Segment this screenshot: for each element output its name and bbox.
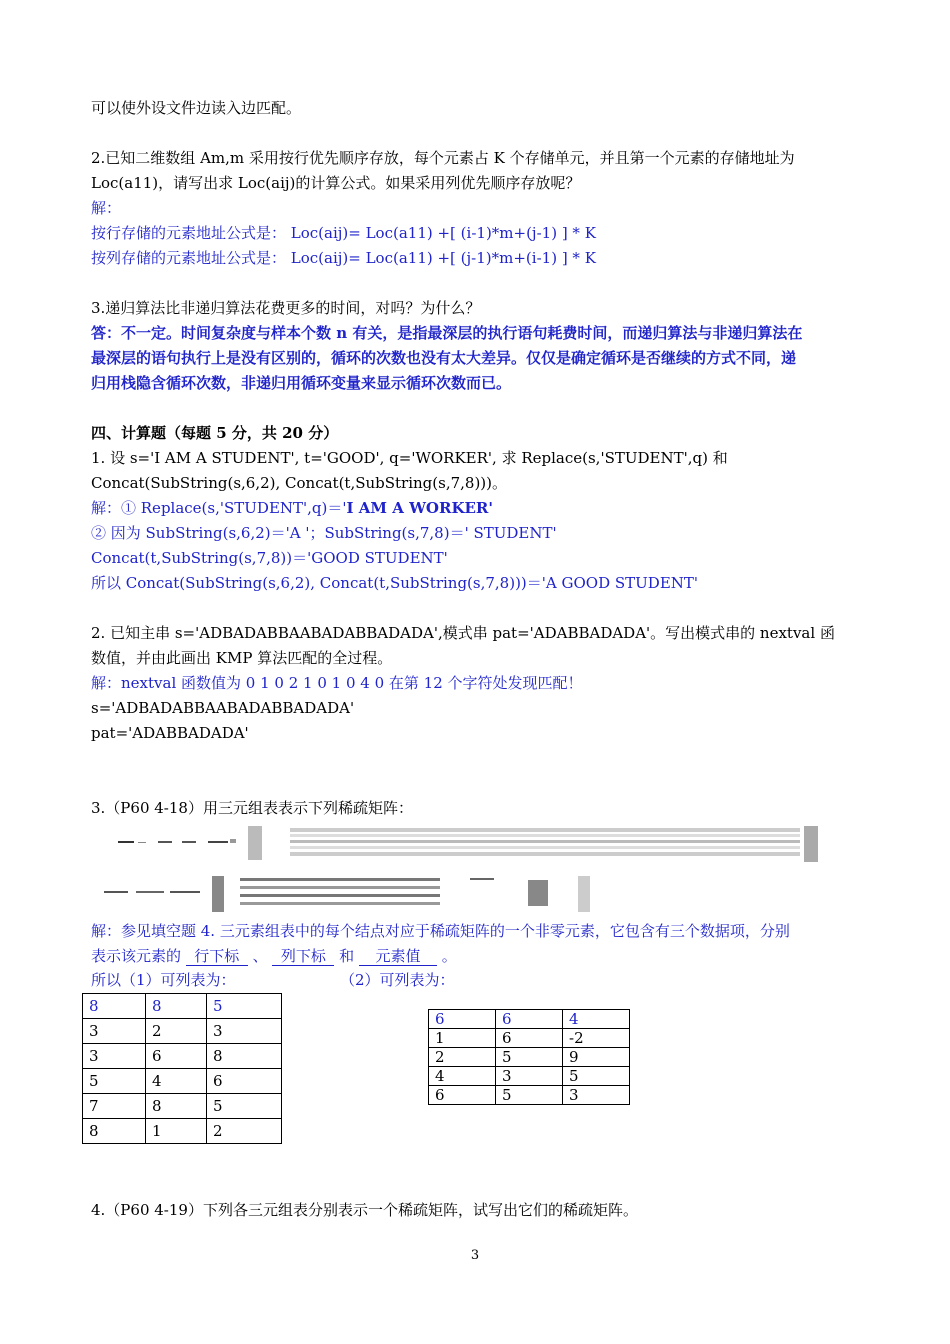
triple-table-1 <box>82 993 282 1144</box>
table-cell: 3 <box>207 1019 282 1044</box>
table-cell: 6 <box>496 1029 563 1048</box>
question-2-line-1: 2.已知二维数组 Am,m 采用按行优先顺序存放，每个元素占 K 个存储单元，并且第一个元素的存储地址为 <box>91 149 795 167</box>
calc-3-answer-line-1: 解：参见填空题 4. 三元素组表中的每个结点对应于稀疏矩阵的一个非零元素，它包含有三个数据项，分别 <box>91 922 790 940</box>
fill-sep-2: 和 <box>339 947 355 965</box>
table-row <box>429 1029 630 1048</box>
calc-1-line-1: 1. 设 s='I AM A STUDENT', t='GOOD', q='WORKER', 求 Replace(s,'STUDENT',q) 和 <box>91 449 728 467</box>
table-cell: 8 <box>146 1094 207 1119</box>
calc-1-answer-1-text: 解：① Replace(s,'STUDENT',q)＝' <box>91 499 347 517</box>
table-row <box>429 1048 630 1067</box>
calc-2-line-1: 2. 已知主串 s='ADBADABBAABADABBADADA',模式串 pat='ADABBADADA'。写出模式串的 nextval 函 <box>91 624 835 642</box>
table-row <box>429 1067 630 1086</box>
table-row <box>83 1069 282 1094</box>
matrix-image-1 <box>100 822 820 864</box>
continued-text: 可以使外设文件边读入边匹配。 <box>91 99 302 117</box>
table-cell: 3 <box>496 1067 563 1086</box>
calc-2-pattern-string: pat='ADABBADADA' <box>91 724 249 742</box>
calc-3-line-1: 3.（P60 4-18）用三元组表表示下列稀疏矩阵： <box>91 799 413 817</box>
table-cell: 5 <box>496 1048 563 1067</box>
table-cell: 8 <box>146 994 207 1019</box>
table-cell: 7 <box>83 1094 146 1119</box>
fill-sep-1: 、 <box>252 947 268 965</box>
page-number: 3 <box>470 1248 480 1263</box>
calc-1-answer-1 <box>91 498 493 518</box>
calc-2-answer: 解：nextval 函数值为 0 1 0 2 1 0 1 0 4 0 在第 12 个字符处发现匹配！ <box>91 674 583 692</box>
table-row <box>83 1044 282 1069</box>
answer-2-row-formula: 按行存储的元素地址公式是： Loc(aij)= Loc(a11) +[ (i-1)*m+(j-1) ] * K <box>91 224 596 242</box>
table-cell: 2 <box>146 1019 207 1044</box>
calc-1-answer-1-result: I AM A WORKER' <box>346 499 493 517</box>
calc-3-answer-line-2 <box>91 946 457 966</box>
calc-2-main-string: s='ADBADABBAABADABBADADA' <box>91 699 355 717</box>
table-cell: 4 <box>429 1067 496 1086</box>
calc-1-answer-3: Concat(t,SubString(s,7,8))＝'GOOD STUDENT' <box>91 549 448 567</box>
table-cell: 6 <box>496 1010 563 1029</box>
question-3: 3.递归算法比非递归算法花费更多的时间，对吗？为什么？ <box>91 299 481 317</box>
table-cell: 3 <box>83 1019 146 1044</box>
answer-2-column-formula: 按列存储的元素地址公式是： Loc(aij)= Loc(a11) +[ (j-1)*m+(i-1) ] * K <box>91 249 596 267</box>
table-cell: 8 <box>207 1044 282 1069</box>
table-cell: 1 <box>429 1029 496 1048</box>
table-cell: 5 <box>207 994 282 1019</box>
calc-1-answer-2: ② 因为 SubString(s,6,2)＝'A '；SubString(s,7,8)＝' STUDENT' <box>91 524 557 542</box>
table-2-caption: （2）可列表为： <box>340 971 455 989</box>
table-cell: 6 <box>429 1086 496 1105</box>
table-cell: 9 <box>563 1048 630 1067</box>
table-row <box>83 1094 282 1119</box>
table-row <box>429 1086 630 1105</box>
table-cell: 4 <box>146 1069 207 1094</box>
table-cell: 6 <box>146 1044 207 1069</box>
fill-prefix: 表示该元素的 <box>91 947 182 965</box>
calc-4-line-1: 4.（P60 4-19）下列各三元组表分别表示一个稀疏矩阵，试写出它们的稀疏矩阵。 <box>91 1201 638 1219</box>
table-cell: 5 <box>207 1094 282 1119</box>
table-cell: 8 <box>83 994 146 1019</box>
blank-element-value: 元素值 <box>359 947 437 966</box>
table-cell: -2 <box>563 1029 630 1048</box>
table-cell: 3 <box>563 1086 630 1105</box>
table-row <box>83 994 282 1019</box>
table-row <box>83 1019 282 1044</box>
answer-3-line-2: 最深层的语句执行上是没有区别的，循环的次数也没有太大差异。仅仅是确定循环是否继续的方式不同，递 <box>91 349 797 367</box>
matrix-image-2 <box>100 872 600 914</box>
blank-column-index: 列下标 <box>272 947 334 966</box>
calc-1-line-2: Concat(SubString(s,6,2), Concat(t,SubString(s,7,8)))。 <box>91 474 508 492</box>
table-cell: 4 <box>563 1010 630 1029</box>
table-cell: 5 <box>496 1086 563 1105</box>
table-cell: 1 <box>146 1119 207 1144</box>
table-row <box>429 1010 630 1029</box>
table-cell: 6 <box>429 1010 496 1029</box>
table-cell: 8 <box>83 1119 146 1144</box>
table-1-caption: 所以（1）可列表为： <box>91 971 236 989</box>
section-heading: 四、计算题（每题 5 分，共 20 分） <box>91 424 339 442</box>
triple-table-2 <box>428 1009 630 1105</box>
answer-3-line-3: 归用栈隐含循环次数，非递归用循环变量来显示循环次数而已。 <box>91 374 512 392</box>
calc-1-answer-4: 所以 Concat(SubString(s,6,2), Concat(t,SubString(s,7,8)))＝'A GOOD STUDENT' <box>91 574 699 592</box>
table-cell: 6 <box>207 1069 282 1094</box>
blank-row-index: 行下标 <box>186 947 248 966</box>
table-cell: 2 <box>429 1048 496 1067</box>
table-cell: 5 <box>563 1067 630 1086</box>
answer-3-line-1: 答：不一定。时间复杂度与样本个数 n 有关，是指最深层的执行语句耗费时间，而递归算法与非递归算法在 <box>91 324 803 342</box>
table-cell: 2 <box>207 1119 282 1144</box>
table-cell: 5 <box>83 1069 146 1094</box>
answer-2-label: 解： <box>91 199 122 217</box>
table-cell: 3 <box>83 1044 146 1069</box>
fill-end: 。 <box>441 947 457 965</box>
table-row <box>83 1119 282 1144</box>
question-2-line-2: Loc(a11)，请写出求 Loc(aij)的计算公式。如果采用列优先顺序存放呢？ <box>91 174 581 192</box>
calc-2-line-2: 数值，并由此画出 KMP 算法匹配的全过程。 <box>91 649 393 667</box>
